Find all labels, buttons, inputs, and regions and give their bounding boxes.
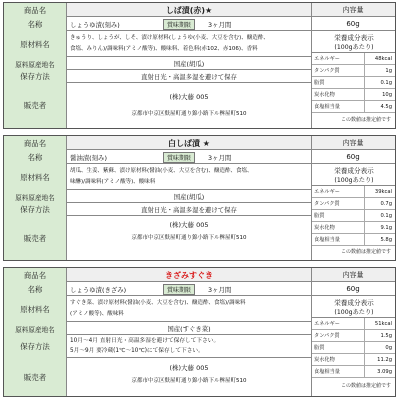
- capacity-label: 内容量: [342, 6, 364, 14]
- shelf-value: 3ヶ月間: [208, 285, 232, 294]
- nutrition-key: 食塩相当量: [314, 104, 340, 110]
- nutrition-key: 食塩相当量: [314, 369, 340, 375]
- nutrition-row: [312, 330, 395, 342]
- origin-label: 原料原産地名: [4, 322, 67, 335]
- product-title: [67, 268, 311, 282]
- origin-value: 国産(すぐき菜): [167, 325, 211, 333]
- product-title-text: しば漬(赤)★: [165, 5, 213, 15]
- ingredients-line-1: すぐき菜、漬け原材料(醤油(小麦、大豆を含む)、醸造酢、食塩)/調味料: [70, 300, 246, 306]
- nutrition-key: エネルギー: [314, 56, 340, 62]
- origin-row: [4, 322, 311, 335]
- nutrition-value: 5.8g: [380, 236, 392, 243]
- ingredients-row: [4, 296, 311, 322]
- nutrition-value: 0.1g: [380, 212, 392, 219]
- name-value: しょうゆ漬(刻み): [70, 20, 120, 29]
- nutrition-value: 0.7g: [380, 200, 392, 207]
- nutrition-value: 4.5g: [380, 103, 392, 110]
- name-value-cell: [67, 282, 311, 296]
- storage-row: [4, 203, 311, 216]
- storage-label: 保存方法: [4, 203, 67, 216]
- nutrition-sub: (100gあたり): [334, 44, 374, 51]
- ingredients-line-1: きゅうり、しょうが、しそ、漬け原材料(しょうゆ(小麦、大豆を含む)、醸造酢、: [70, 35, 269, 41]
- nutrition-key: 食塩相当量: [314, 237, 340, 243]
- nutrition-note: この数値は推定値です: [340, 117, 391, 123]
- nutrition-row: [312, 65, 395, 77]
- nutrition-value: 3.09g: [377, 368, 392, 375]
- storage-row: [4, 335, 311, 358]
- seller-name: (株)大藤 005: [169, 364, 209, 372]
- nutrition-value: 11.2g: [377, 356, 392, 363]
- storage-label: 保存方法: [4, 335, 67, 358]
- ingredients-line-2: 食塩、みりん)/調味料(アミノ酸等)、酸味料、着色料(赤102、赤106)、香料: [70, 46, 258, 52]
- nutrition-note: この数値は推定値です: [340, 383, 391, 389]
- name-row: [4, 282, 395, 296]
- net-weight: 60g: [346, 285, 360, 293]
- nutrition-panel: [311, 296, 395, 396]
- origin-label: 原料原産地名: [4, 57, 67, 70]
- capacity-label: 内容量: [342, 271, 364, 279]
- seller-address: 京都市中京区麩屋町通り錦小路下ル桝屋町510: [131, 378, 247, 384]
- seller-row: [4, 83, 311, 128]
- nutrition-panel: [311, 31, 395, 128]
- nutrition-row: [312, 318, 395, 330]
- name-label: 名称: [4, 17, 67, 31]
- seller-address: 京都市中京区麩屋町通り錦小路下ル桝屋町510: [131, 111, 247, 117]
- nutrition-row: [312, 342, 395, 354]
- nutrition-key: エネルギー: [314, 321, 340, 327]
- shelf-label: 賞味期限: [163, 284, 195, 295]
- ingredients-text: [70, 166, 310, 188]
- nutrition-key: 脂質: [314, 213, 325, 219]
- product-label-card: [3, 135, 396, 261]
- header-row: [4, 268, 395, 282]
- seller-name: (株)大藤 005: [169, 93, 209, 101]
- nutrition-key: 炭水化物: [314, 357, 335, 363]
- shelf-label: 賞味期限: [163, 19, 195, 30]
- shelf-value: 3ヶ月間: [208, 20, 232, 29]
- seller-label: 販売者: [4, 216, 67, 260]
- nutrition-row: [312, 222, 395, 234]
- nutrition-value: 51kcal: [374, 320, 392, 327]
- ingredients-row: [4, 31, 311, 57]
- nutrition-panel: [311, 164, 395, 260]
- product-title: [67, 136, 311, 150]
- ingredients-row: [4, 164, 311, 190]
- capacity-label: 内容量: [342, 139, 364, 147]
- product-title-text: 白しば漬 ★: [168, 138, 210, 148]
- origin-value: 国産(胡瓜): [173, 193, 205, 201]
- nutrition-row: [312, 101, 395, 113]
- nutrition-row: [312, 198, 395, 210]
- nutrition-row: [312, 89, 395, 101]
- ingredients-line-2: 味醂)/調味料(アミノ酸等)、酸味料: [70, 179, 156, 185]
- shelf-label: 賞味期限: [163, 152, 195, 163]
- name-row: [4, 150, 395, 164]
- nutrition-value: 0.1g: [380, 79, 392, 86]
- nutrition-sub: (100gあたり): [334, 177, 374, 184]
- name-value: 醤油漬(刻み): [70, 153, 107, 162]
- product-label-card: [3, 2, 396, 129]
- seller-name: (株)大藤 005: [169, 221, 209, 229]
- nutrition-note: この数値は推定値です: [340, 249, 391, 255]
- nutrition-key: エネルギー: [314, 189, 340, 195]
- nutrition-key: 脂質: [314, 80, 325, 86]
- seller-row: [4, 216, 311, 260]
- product-title-text: きざみすぐき: [165, 270, 213, 280]
- nutrition-key: タンパク質: [314, 68, 340, 74]
- nutrition-value: 1.5g: [380, 332, 392, 339]
- storage-line-1: 10月～4月 直射日光・高温多湿を避けて保存して下さい。: [70, 338, 220, 344]
- nutrition-key: 脂質: [314, 345, 325, 351]
- storage-value: 直射日光・高温多湿を避けて保存: [141, 206, 237, 214]
- ingredients-text: [70, 33, 310, 55]
- nutrition-key: タンパク質: [314, 201, 340, 207]
- nutrition-row: [312, 77, 395, 89]
- seller-label: 販売者: [4, 358, 67, 396]
- shelf-value: 3ヶ月間: [208, 153, 232, 162]
- storage-text: [70, 336, 310, 356]
- nutrition-value: 0g: [385, 344, 392, 351]
- seller-row: [4, 358, 311, 396]
- ingredients-text: [70, 298, 310, 320]
- storage-value: 直射日光・高温多湿を避けて保存: [141, 73, 237, 81]
- nutrition-title: 栄養成分表示: [334, 299, 374, 307]
- ingredients-line-2: (アミノ酸等)、酸味料: [70, 311, 124, 317]
- origin-value: 国産(胡瓜): [173, 60, 205, 68]
- nutrition-row: [312, 210, 395, 222]
- ingredients-label: 原材料名: [4, 31, 67, 57]
- name-label: 名称: [4, 150, 67, 164]
- storage-line-2: 5月～9月 要冷蔵(1℃～10℃)にて保存して下さい。: [70, 348, 204, 354]
- origin-label: 原料原産地名: [4, 190, 67, 203]
- shohin-label: 商品名: [4, 136, 67, 150]
- ingredients-line-1: 胡瓜、生姜、紫蘇、漬け原材料(醤油(小麦、大豆を含む)、醸造酢、食塩、: [70, 168, 253, 174]
- nutrition-row: [312, 366, 395, 378]
- nutrition-value: 9.1g: [380, 224, 392, 231]
- ingredients-label: 原材料名: [4, 296, 67, 322]
- name-value-cell: [67, 150, 311, 164]
- nutrition-title: 栄養成分表示: [334, 167, 374, 175]
- nutrition-row: [312, 234, 395, 246]
- net-weight: 60g: [346, 20, 360, 28]
- shohin-label: 商品名: [4, 268, 67, 282]
- name-value: しょうゆ漬(きざみ): [70, 285, 127, 294]
- nutrition-value: 39kcal: [374, 188, 392, 195]
- product-title: [67, 3, 311, 17]
- product-label-card: [3, 267, 396, 397]
- net-weight: 60g: [346, 153, 360, 161]
- nutrition-key: 炭水化物: [314, 92, 335, 98]
- ingredients-label: 原材料名: [4, 164, 67, 190]
- nutrition-row: [312, 186, 395, 198]
- nutrition-row: [312, 354, 395, 366]
- header-row: [4, 3, 395, 17]
- name-label: 名称: [4, 282, 67, 296]
- storage-row: [4, 70, 311, 83]
- nutrition-sub: (100gあたり): [334, 309, 374, 316]
- nutrition-title: 栄養成分表示: [334, 34, 374, 42]
- name-row: [4, 17, 395, 31]
- shohin-label: 商品名: [4, 3, 67, 17]
- header-row: [4, 136, 395, 150]
- name-value-cell: [67, 17, 311, 31]
- nutrition-row: [312, 53, 395, 65]
- seller-label: 販売者: [4, 83, 67, 128]
- origin-row: [4, 57, 311, 70]
- nutrition-value: 48kcal: [374, 55, 392, 62]
- nutrition-value: 1g: [385, 67, 392, 74]
- storage-label: 保存方法: [4, 70, 67, 83]
- nutrition-key: 炭水化物: [314, 225, 335, 231]
- nutrition-key: タンパク質: [314, 333, 340, 339]
- nutrition-value: 10g: [382, 91, 392, 98]
- seller-address: 京都市中京区麩屋町通り錦小路下ル桝屋町510: [131, 235, 247, 241]
- origin-row: [4, 190, 311, 203]
